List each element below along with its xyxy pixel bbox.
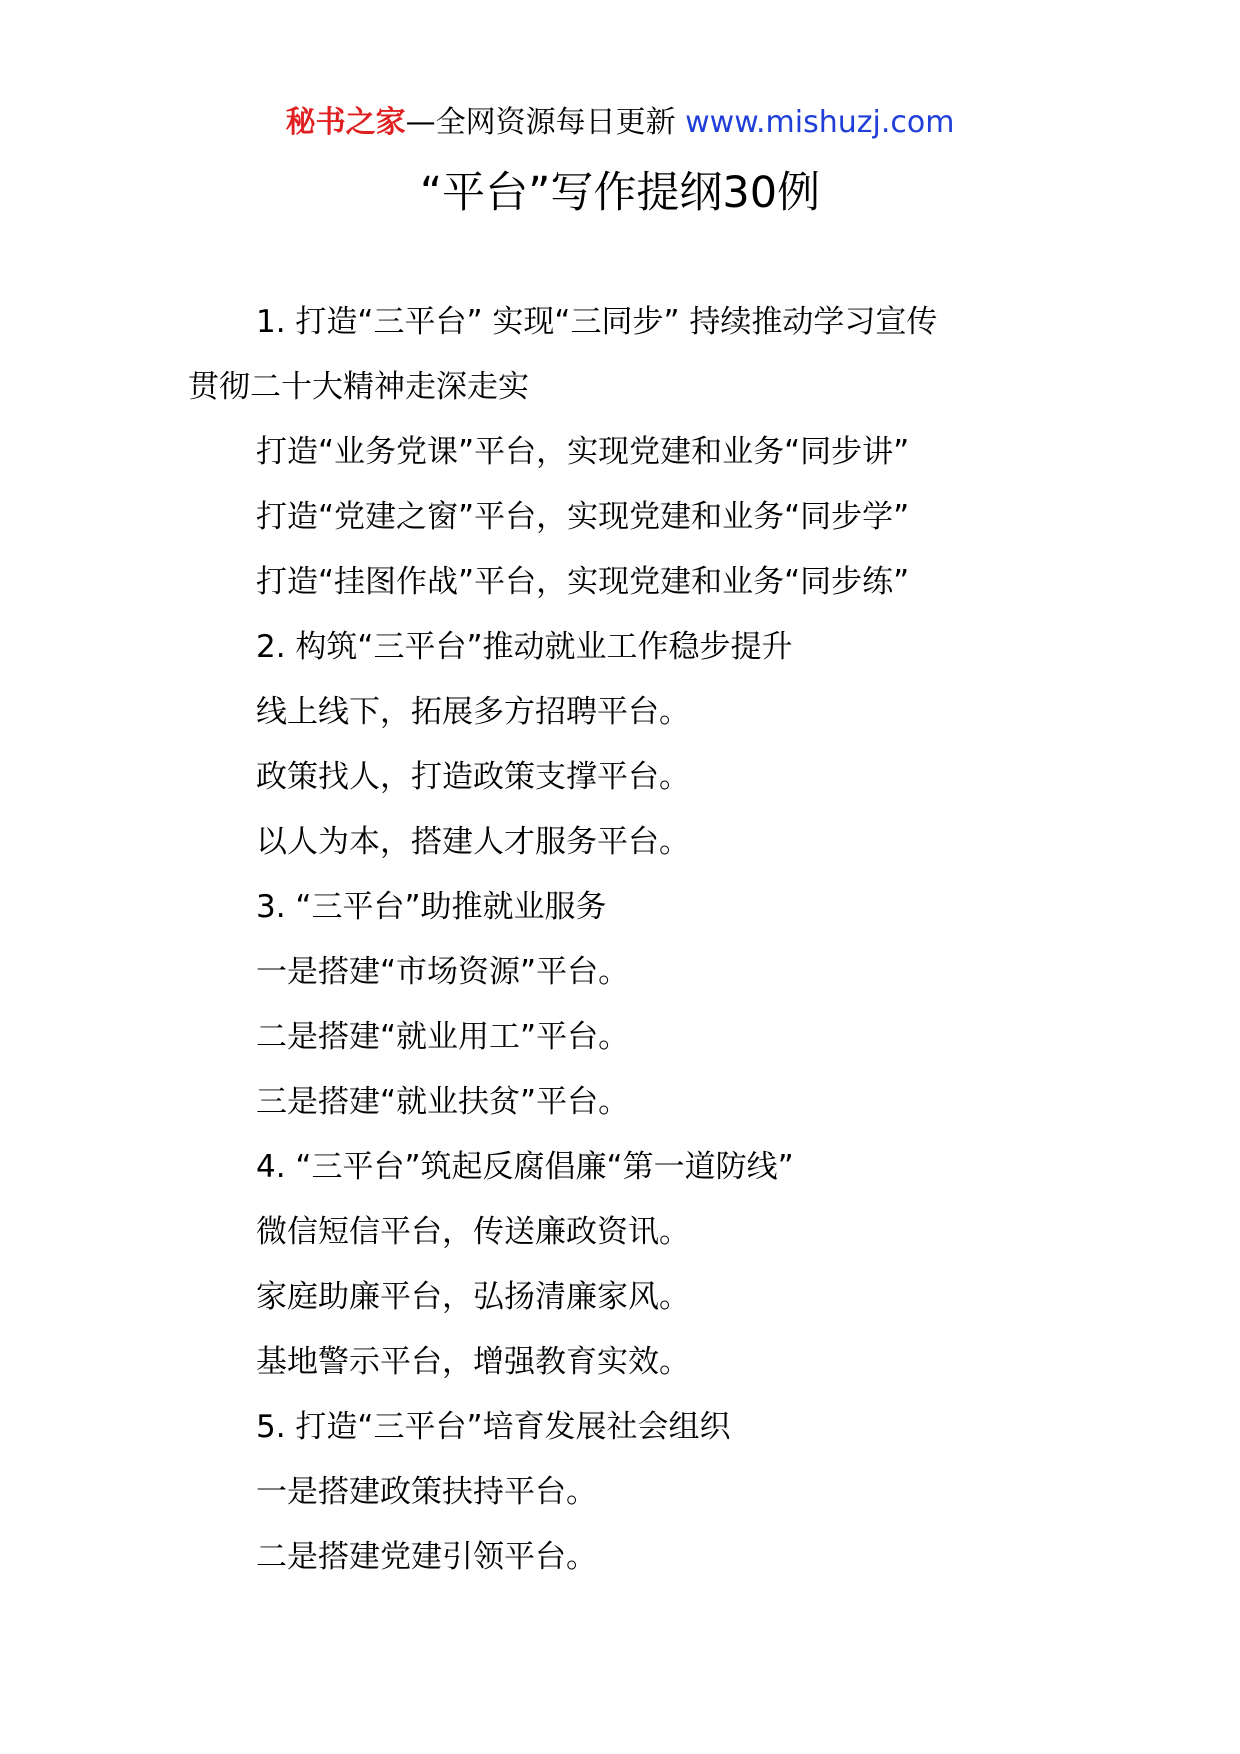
- paragraph-line: 以人为本，搭建人才服务平台。: [256, 824, 690, 860]
- section-heading-2: 2. 构筑“三平台”推动就业工作稳步提升: [256, 629, 793, 665]
- document-title: “平台”写作提纲30例: [419, 168, 821, 218]
- paragraph-line: 二是搭建党建引领平台。: [256, 1539, 597, 1575]
- section-heading-5: 5. 打造“三平台”培育发展社会组织: [256, 1409, 731, 1445]
- site-url-link[interactable]: www.mishuzj.com: [685, 105, 955, 140]
- paragraph-line: 一是搭建政策扶持平台。: [256, 1474, 597, 1510]
- paragraph-line: 家庭助廉平台，弘扬清廉家风。: [256, 1279, 690, 1315]
- paragraph-line: 二是搭建“就业用工”平台。: [256, 1019, 630, 1055]
- paragraph-line: 微信短信平台，传送廉政资讯。: [256, 1214, 690, 1250]
- paragraph-line: 三是搭建“就业扶贫”平台。: [256, 1084, 630, 1120]
- paragraph-line: 基地警示平台，增强教育实效。: [256, 1344, 690, 1380]
- paragraph-line: 一是搭建“市场资源”平台。: [256, 954, 630, 990]
- paragraph-line: 线上线下，拓展多方招聘平台。: [256, 694, 690, 730]
- paragraph-line: 打造“业务党课”平台，实现党建和业务“同步讲”: [256, 434, 910, 470]
- brand-name: 秘书之家: [285, 105, 406, 140]
- header-tagline: —全网资源每日更新: [405, 105, 676, 140]
- section-heading-1-continued: 贯彻二十大精神走深走实: [188, 369, 529, 405]
- paragraph-line: 打造“党建之窗”平台，实现党建和业务“同步学”: [256, 499, 910, 535]
- document-body: [188, 290, 1068, 1590]
- section-heading-3: 3. “三平台”助推就业服务: [256, 889, 607, 925]
- paragraph-line: 政策找人，打造政策支撑平台。: [256, 759, 690, 795]
- paragraph-line: 打造“挂图作战”平台，实现党建和业务“同步练”: [256, 564, 910, 600]
- section-heading-1: 1. 打造“三平台” 实现“三同步” 持续推动学习宣传: [256, 304, 938, 340]
- section-heading-4: 4. “三平台”筑起反腐倡廉“第一道防线”: [256, 1149, 794, 1185]
- site-header: [0, 100, 1240, 146]
